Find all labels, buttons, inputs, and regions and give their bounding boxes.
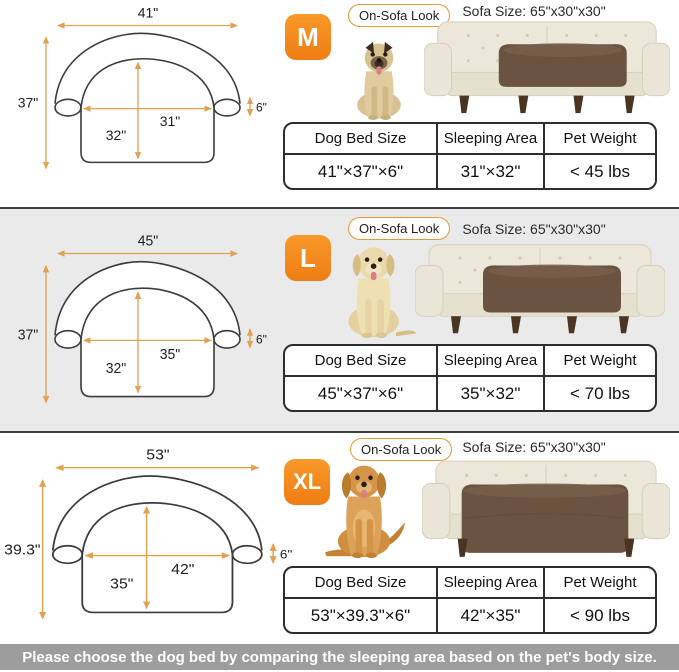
bed-height-label: 37" <box>17 94 39 111</box>
sofa-with-cover-image <box>415 241 665 337</box>
sleep-height-label: 35" <box>110 576 134 593</box>
value-pet-weight: < 90 lbs <box>569 605 630 625</box>
labrador-image <box>330 241 420 339</box>
on-sofa-look-tag: On-Sofa Look <box>350 438 452 461</box>
bolster-thickness-label: 6" <box>256 332 267 347</box>
bed-dimension-diagram <box>10 4 272 180</box>
col-pet-weight: Pet Weight <box>545 346 655 377</box>
section-size-m <box>0 0 679 207</box>
bed-height-label: 37" <box>17 326 39 343</box>
bed-width-label: 53" <box>146 447 170 464</box>
sofa-with-cover-image <box>422 457 670 561</box>
sofa-with-cover-image <box>424 18 670 117</box>
value-sleeping-area: 31"×32" <box>438 155 545 188</box>
section-size-xl <box>0 433 679 644</box>
value-pet-weight: < 45 lbs <box>569 161 630 181</box>
bed-height-label: 39.3" <box>4 542 41 559</box>
on-sofa-look-tag: On-Sofa Look <box>348 4 450 27</box>
col-pet-weight: Pet Weight <box>545 124 655 155</box>
value-dog-bed-size: 45"×37"×6" <box>285 377 438 410</box>
bolster-thickness-label: 6" <box>279 547 293 562</box>
bed-width-label: 41" <box>137 4 159 21</box>
col-dog-bed-size: Dog Bed Size <box>285 568 438 599</box>
pug-image <box>336 36 422 120</box>
spec-table <box>283 122 657 190</box>
bolster-thickness-label: 6" <box>255 100 267 115</box>
sofa-size-label: Sofa Size: 65"x30"x30" <box>462 3 606 19</box>
col-dog-bed-size: Dog Bed Size <box>285 346 438 377</box>
section-size-l <box>0 209 679 431</box>
spec-table <box>283 344 657 412</box>
col-sleeping-area: Sleeping Area <box>438 346 545 377</box>
sleep-width-label: 31" <box>159 113 181 130</box>
value-dog-bed-size: 41"×37"×6" <box>285 155 438 188</box>
value-dog-bed-size: 53"×39.3"×6" <box>285 599 438 632</box>
bed-dimension-diagram <box>2 445 298 631</box>
size-badge-xl: XL <box>284 459 330 505</box>
golden-retriever-image <box>314 461 414 559</box>
sleep-height-label: 32" <box>105 127 127 143</box>
spec-table <box>283 566 657 634</box>
col-sleeping-area: Sleeping Area <box>438 568 545 599</box>
advice-banner: Please choose the dog bed by comparing the sleeping area based on the pet's body size. <box>0 644 679 670</box>
col-dog-bed-size: Dog Bed Size <box>285 124 438 155</box>
col-sleeping-area: Sleeping Area <box>438 124 545 155</box>
on-sofa-look-tag: On-Sofa Look <box>348 217 450 240</box>
sleep-width-label: 35" <box>159 345 181 362</box>
col-pet-weight: Pet Weight <box>545 568 655 599</box>
size-badge-m: M <box>285 14 331 60</box>
size-badge-l: L <box>285 235 331 281</box>
sleep-height-label: 32" <box>105 359 127 377</box>
value-pet-weight: < 70 lbs <box>569 383 630 403</box>
sofa-size-label: Sofa Size: 65"x30"x30" <box>462 221 606 237</box>
bed-dimension-diagram <box>10 231 272 415</box>
sleep-width-label: 42" <box>171 561 195 578</box>
value-sleeping-area: 35"×32" <box>438 377 545 410</box>
value-sleeping-area: 42"×35" <box>438 599 545 632</box>
sofa-size-label: Sofa Size: 65"x30"x30" <box>462 439 606 455</box>
bed-width-label: 45" <box>137 232 159 249</box>
